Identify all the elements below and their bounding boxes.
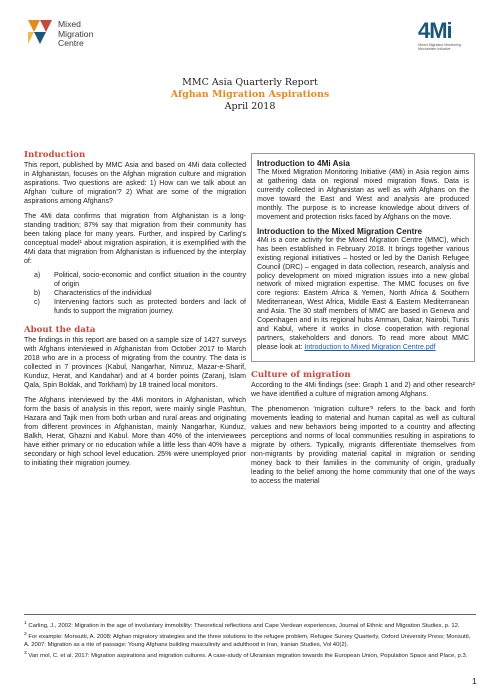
culture-paragraph-2: The phenomenon 'migration culture'³ refers to the back and forth movements leading to material and human capital as well as cultural values and new behaviors being imported to a country and affecting perceptions and norms of local communities resulting in aspirations to migrate by others. Typically, migrants differentiate themselves from non-migrants by providing material capital in migration or sending money back to their families in the community of origin, gradually leading to the belief among the home community that one of the ways to access the material — [251, 406, 475, 485]
footnote — [24, 631, 476, 649]
list-text: Characteristics of the individual — [54, 290, 152, 298]
footnote-number: 1 — [24, 621, 27, 626]
logo-word-2: Migration — [58, 28, 94, 39]
list-item — [24, 272, 246, 290]
list-marker: a) — [34, 272, 41, 280]
list-item — [24, 299, 246, 317]
list-marker: b) — [34, 290, 41, 298]
about-data-heading: About the data — [24, 325, 96, 336]
intro-4mi-asia-paragraph: The Mixed Migration Monitoring Initiative (4Mi) in Asia region aims at gathering data on regional mixed migration flows. Data is currently collected in Afghanistan as well as with Afghans on the move toward the East and West and analysis are produced monthly. The purpose is to increase knowledge about drivers of movement and protection risks faced by Afghans on the move. — [257, 169, 469, 221]
list-marker: c) — [34, 299, 40, 307]
introduction-heading: Introduction — [24, 150, 86, 160]
footnote-text: Carling, J., 2002: Migration in the age of involuntary immobility: Theoretical reflections and Cape Verdean experiences, Journal of Ethnic and Migration Studies, p. 12. — [28, 622, 460, 629]
mmc-logo-text — [58, 20, 148, 49]
footnotes — [24, 614, 476, 661]
report-series-title: MMC Asia Quarterly Report — [182, 77, 318, 88]
culture-paragraph-1: According to the 4Mi findings (see: Graph 1 and 2) and other research² we have identified a culture of migration among Afghans. — [251, 382, 475, 399]
mmc-logo-mark-icon — [26, 18, 54, 46]
report-date: April 2018 — [224, 101, 276, 112]
intro-mmc-text: 4Mi is a core activity for the Mixed Migration Centre (MMC), which has been established in February 2018. It brings together various existing regional initiatives – hosted or led by the Danish Refugee Council (DRC) – engaged in data collection, research, analysis and policy development on mixed migration issues into a new global network of mixed migration expertise. The MMC focuses on five core regions: Eastern Africa & Yemen, North Africa & Southern Mediterranean, West Africa, Middle East & Eastern Mediterranean and Asia. The 30 staff members of MMC are based in Geneva and Copenhagen and in its regional hubs Amman, Dakar, Nairobi, Tunis and Kabul, where it works in close cooperation with regional partners, stakeholders and donors. To read more about MMC please look at: — [257, 236, 469, 352]
footnote — [24, 650, 476, 660]
introduction-paragraph-1: This report, published by MMC Asia and based on 4Mi data collected in Afghanistan, focuses on the Afghan migration culture and migration aspirations. Two questions are asked: 1) How can we talk about an Afghan 'culture of migration'? 2) What are some of the migration aspirations among Afghans? — [24, 162, 246, 205]
page-number: 1 — [472, 676, 477, 686]
left-column — [24, 150, 246, 475]
right-column — [251, 153, 475, 493]
intro-mmc-paragraph — [257, 237, 469, 353]
logo-word-3: Centre — [58, 38, 84, 49]
4mi-logo-subtext: Mixed Migration Monitoring Mechanism Initiative — [418, 43, 462, 51]
footnote — [24, 620, 476, 630]
footnote-text: Van mol, C. et al. 2017: Migration aspirations and migration cultures. A case-study of Ukrainian migration towards the European Union, Population Space and Place, p.3. — [28, 652, 468, 659]
list-text: Intervening factors such as protected borders and lack of funds to support the migration journey. — [54, 299, 246, 316]
list-text: Political, socio-economic and conflict situation in the country of origin — [54, 272, 246, 289]
intro-mmc-heading: Introduction to the Mixed Migration Centre — [257, 226, 423, 236]
factors-list — [24, 272, 246, 317]
culture-section — [251, 370, 475, 486]
culture-heading: Culture of migration — [251, 370, 351, 381]
footnote-number: 2 — [24, 632, 27, 638]
4mi-logo-text: 4Mi — [418, 18, 452, 43]
about-data-paragraph-2: The Afghans interviewed by the 4Mi monitors in Afghanistan, which form the basis of analysis in this report, were mainly single Pashtun, Hazara and Tajik men from both urban and rural areas and originating from different provinces in Afghanistan, mainly Nangarhar, Kunduz, Balkh, Herat, Ghazni and Kabul. More than 40% of the interviewees have either primary or no education while a little less than 40% have a secondary or high school level education. 25% were unemployed prior to initiating their migration journey. — [24, 396, 246, 467]
mmc-introduction-link[interactable]: Introduction to Mixed Migration Centre.pdf — [304, 344, 436, 352]
intro-4mi-asia-heading: Introduction to 4Mi Asia — [257, 159, 350, 168]
report-title-block — [0, 77, 500, 112]
info-box — [251, 153, 475, 362]
footnote-text: For example: Monsutti, A. 2008: Afghan migratory strategies and the three solutions to the refugee problem, Refugee Survey Quarterly, Oxford University Press; Monsutti, A. 2007: Migration as a rite of passage: Young Afghans building masculinity and adulthood in Iran, Iranian Studies, Vol 40(2). — [24, 634, 471, 648]
introduction-paragraph-2: The 4Mi data confirms that migration from Afghanistan is a long-standing tradition; 87% say that migration from their community has been taking place for many years. Further, and inspired by Carling's conceptual model¹ about migration aspiration, it is exemplified with the 4Mi data that migration from Afghanistan is influenced by the interplay of: — [24, 212, 246, 265]
footnote-number: 3 — [24, 650, 27, 656]
about-data-paragraph-1: The findings in this report are based on a sample size of 1427 surveys with Afghans interviewed in Afghanistan from October 2017 to March 2018 who are in a process of migrating from the country. The data is collected in 7 provinces (Kabul, Nangarhar, Nimruz, Mazar-e-Sharif, Kunduz, Herat, and Kandahar) and at 4 border points (Zaranj, Islam Qala, Spin Boldak, and Torkham) by 18 trained local monitors. — [24, 337, 246, 390]
4mi-logo — [418, 18, 478, 54]
list-item — [24, 290, 246, 299]
logo-word-1: Mixed — [58, 19, 81, 29]
report-title: Afghan Migration Aspirations — [170, 89, 330, 100]
